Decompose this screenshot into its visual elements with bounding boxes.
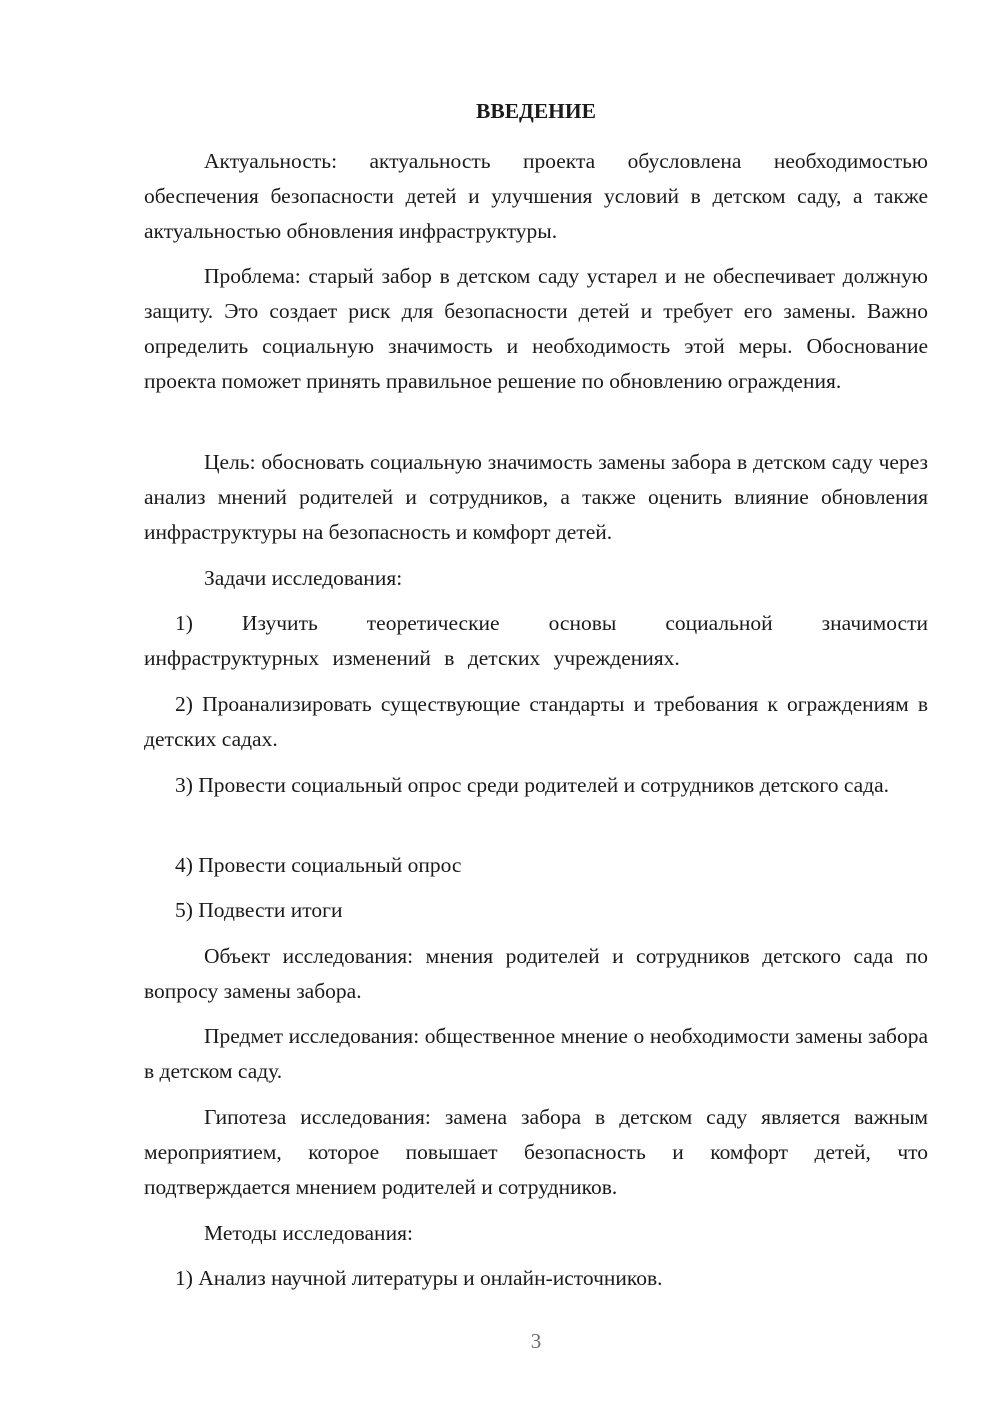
paragraph-hypothesis: Гипотеза исследования: замена забора в детском саду является важным мероприятием, которое повышает безопасность и комфорт детей, что подтверждается мнением родителей и сотрудников. bbox=[144, 1105, 928, 1199]
page-title: ВВЕДЕНИЕ bbox=[476, 99, 596, 123]
list-item-task-1: 1) Изучить теоретические основы социальной значимости инфраструктурных изменений в детских учреждениях. bbox=[144, 611, 928, 670]
paragraph-tasks-title: Задачи исследования: bbox=[204, 566, 403, 590]
paragraph-methods-title: Методы исследования: bbox=[204, 1221, 413, 1245]
paragraph-subject: Предмет исследования: общественное мнение о необходимости замены забора в детском саду. bbox=[144, 1024, 928, 1083]
page-number: 3 bbox=[530, 1329, 542, 1353]
paragraph-object: Объект исследования: мнения родителей и сотрудников детского сада по вопросу замены забора. bbox=[144, 944, 928, 1003]
list-item-task-2: 2) Проанализировать существующие стандарты и требования к ограждениям в детских садах. bbox=[144, 692, 928, 751]
list-item-task-4: 4) Провести социальный опрос bbox=[175, 853, 462, 877]
list-item-task-5: 5) Подвести итоги bbox=[175, 898, 343, 922]
paragraph-goal: Цель: обосновать социальную значимость замены забора в детском саду через анализ мнений родителей и сотрудников, а также оценить влияние обновления инфраструктуры на безопасность и комфорт детей. bbox=[144, 450, 928, 544]
list-item-task-3: 3) Провести социальный опрос среди родителей и сотрудников детского сада. bbox=[175, 773, 890, 797]
paragraph-relevance: Актуальность: актуальность проекта обусловлена необходимостью обеспечения безопасности детей и улучшения условий в детском саду, а также актуальностью обновления инфраструктуры. bbox=[144, 149, 928, 243]
list-item-method-1: 1) Анализ научной литературы и онлайн-источников. bbox=[175, 1266, 663, 1290]
paragraph-problem: Проблема: старый забор в детском саду устарел и не обеспечивает должную защиту. Это создает риск для безопасности детей и требует его замены. Важно определить социальную значимость и необходимость этой меры. Обоснование проекта поможет принять правильное решение по обновлению ограждения. bbox=[144, 264, 928, 393]
